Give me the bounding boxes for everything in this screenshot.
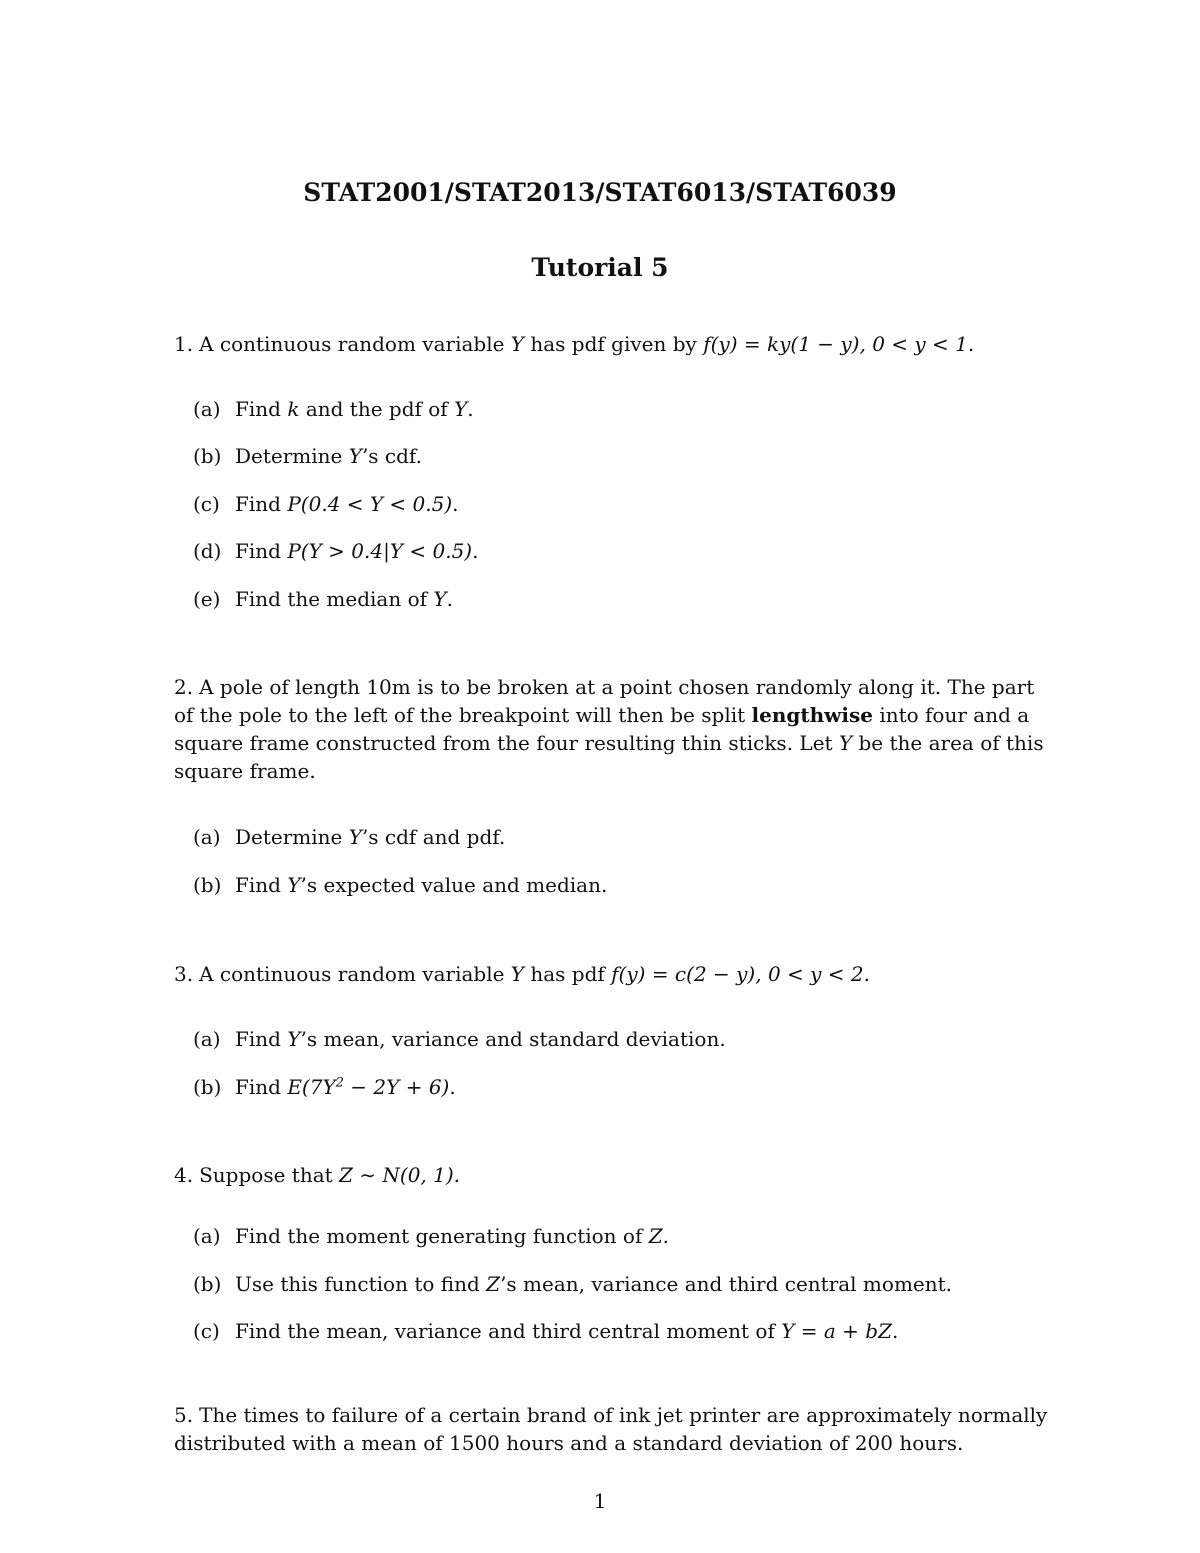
math: Z — [486, 1272, 501, 1296]
question-number: 5. — [174, 1403, 194, 1427]
text: Find the mean, variance and third central moment of — [235, 1319, 775, 1343]
page-number: 1 — [593, 1489, 607, 1513]
math: P(Y > 0.4|Y < 0.5) — [287, 539, 473, 563]
question-2-line-3 — [174, 730, 1044, 756]
math-formula: f(y) = ky(1 − y), 0 < y < 1. — [703, 332, 975, 356]
math-formula: Z ∼ N(0, 1). — [339, 1163, 461, 1187]
math: Y — [510, 332, 524, 356]
text: ’s mean, variance and standard deviation. — [300, 1027, 726, 1051]
part-label: (b) — [193, 1075, 222, 1099]
emphasis: lengthwise — [751, 703, 873, 727]
math: $E(7Y^2 - 2Y + 6)$ — [287, 1075, 450, 1099]
part-label: (e) — [193, 587, 221, 611]
text: has pdf — [530, 962, 605, 986]
math: Y — [510, 962, 524, 986]
text: square frame constructed from the four resulting thin sticks. Let — [174, 731, 833, 755]
text: A continuous random variable — [199, 962, 505, 986]
text: ’s mean, variance and third central moment. — [500, 1272, 953, 1296]
text: Find — [235, 397, 281, 421]
part-label: (b) — [193, 873, 222, 897]
math: Y — [348, 444, 362, 468]
question-number: 1. — [174, 332, 194, 356]
text: ’s cdf and pdf. — [361, 825, 506, 849]
question-2-part-a — [193, 824, 505, 850]
text: of the pole to the left of the breakpoint will then be split — [174, 703, 746, 727]
question-3-part-b — [193, 1074, 456, 1100]
question-1-part-e — [193, 586, 453, 612]
math-formula: f(y) = c(2 − y), 0 < y < 2. — [611, 962, 871, 986]
text: and the pdf of — [305, 397, 448, 421]
text: Determine — [235, 444, 343, 468]
math: Y — [454, 397, 468, 421]
math: Z — [648, 1224, 663, 1248]
question-1-part-b — [193, 443, 422, 469]
part-label: (a) — [193, 825, 221, 849]
math: Y = a + bZ — [781, 1319, 892, 1343]
question-3-stem — [174, 961, 870, 987]
math: P(0.4 < Y < 0.5) — [287, 492, 453, 516]
question-4-stem — [174, 1162, 460, 1188]
math: Y — [287, 1027, 301, 1051]
text: Suppose that — [199, 1163, 333, 1187]
question-1-stem — [174, 331, 974, 357]
text: Determine — [235, 825, 343, 849]
text: A continuous random variable — [199, 332, 505, 356]
text: Use this function to find — [235, 1272, 480, 1296]
question-number: 2. — [174, 675, 194, 699]
text: . — [467, 397, 474, 421]
math: k — [287, 397, 300, 421]
question-2-line-2 — [174, 702, 1029, 728]
text: has pdf given by — [530, 332, 697, 356]
question-4-part-b — [193, 1271, 952, 1297]
text: . — [452, 492, 459, 516]
part-label: (d) — [193, 539, 222, 563]
text: Find the median of — [235, 587, 428, 611]
math: Y — [433, 587, 447, 611]
text: Find — [235, 492, 281, 516]
text: . — [472, 539, 479, 563]
question-3-part-a — [193, 1026, 726, 1052]
text: Find — [235, 1075, 281, 1099]
text: Find — [235, 1027, 281, 1051]
math: Y — [287, 873, 301, 897]
question-2-part-b — [193, 872, 607, 898]
text: Find — [235, 539, 281, 563]
math: Y — [838, 731, 853, 755]
text: A pole of length 10m is to be broken at a point chosen randomly along it. The part — [199, 675, 1035, 699]
part-label: (c) — [193, 492, 220, 516]
text: distributed with a mean of 1500 hours and a standard deviation of 200 hours. — [174, 1431, 964, 1455]
math: Y — [348, 825, 362, 849]
text: into four and a — [879, 703, 1030, 727]
text: The times to failure of a certain brand of ink jet printer are approximately normally — [199, 1403, 1048, 1427]
question-4-part-c — [193, 1318, 898, 1344]
part-label: (c) — [193, 1319, 220, 1343]
question-number: 4. — [174, 1163, 194, 1187]
text: . — [446, 587, 453, 611]
question-1-part-d — [193, 538, 478, 564]
part-label: (a) — [193, 1027, 221, 1051]
question-5-line-2 — [174, 1430, 963, 1456]
text: . — [891, 1319, 899, 1343]
question-1-part-a — [193, 396, 474, 422]
text: Find — [235, 873, 281, 897]
question-number: 3. — [174, 962, 194, 986]
page-title: Tutorial 5 — [531, 253, 669, 282]
question-5-line-1 — [174, 1402, 1047, 1428]
question-1-part-c — [193, 491, 459, 517]
text: Find the moment generating function of — [235, 1224, 643, 1248]
question-2-line-4 — [174, 758, 316, 784]
part-label: (a) — [193, 1224, 221, 1248]
text: ’s cdf. — [361, 444, 422, 468]
question-4-part-a — [193, 1223, 669, 1249]
question-2-line-1 — [174, 674, 1034, 700]
part-label: (a) — [193, 397, 221, 421]
text: . — [662, 1224, 669, 1248]
text: ’s expected value and median. — [300, 873, 608, 897]
course-codes: STAT2001/STAT2013/STAT6013/STAT6039 — [303, 178, 897, 207]
part-label: (b) — [193, 1272, 222, 1296]
text: be the area of this — [858, 731, 1044, 755]
text: . — [449, 1075, 456, 1099]
text: square frame. — [174, 759, 316, 783]
part-label: (b) — [193, 444, 222, 468]
